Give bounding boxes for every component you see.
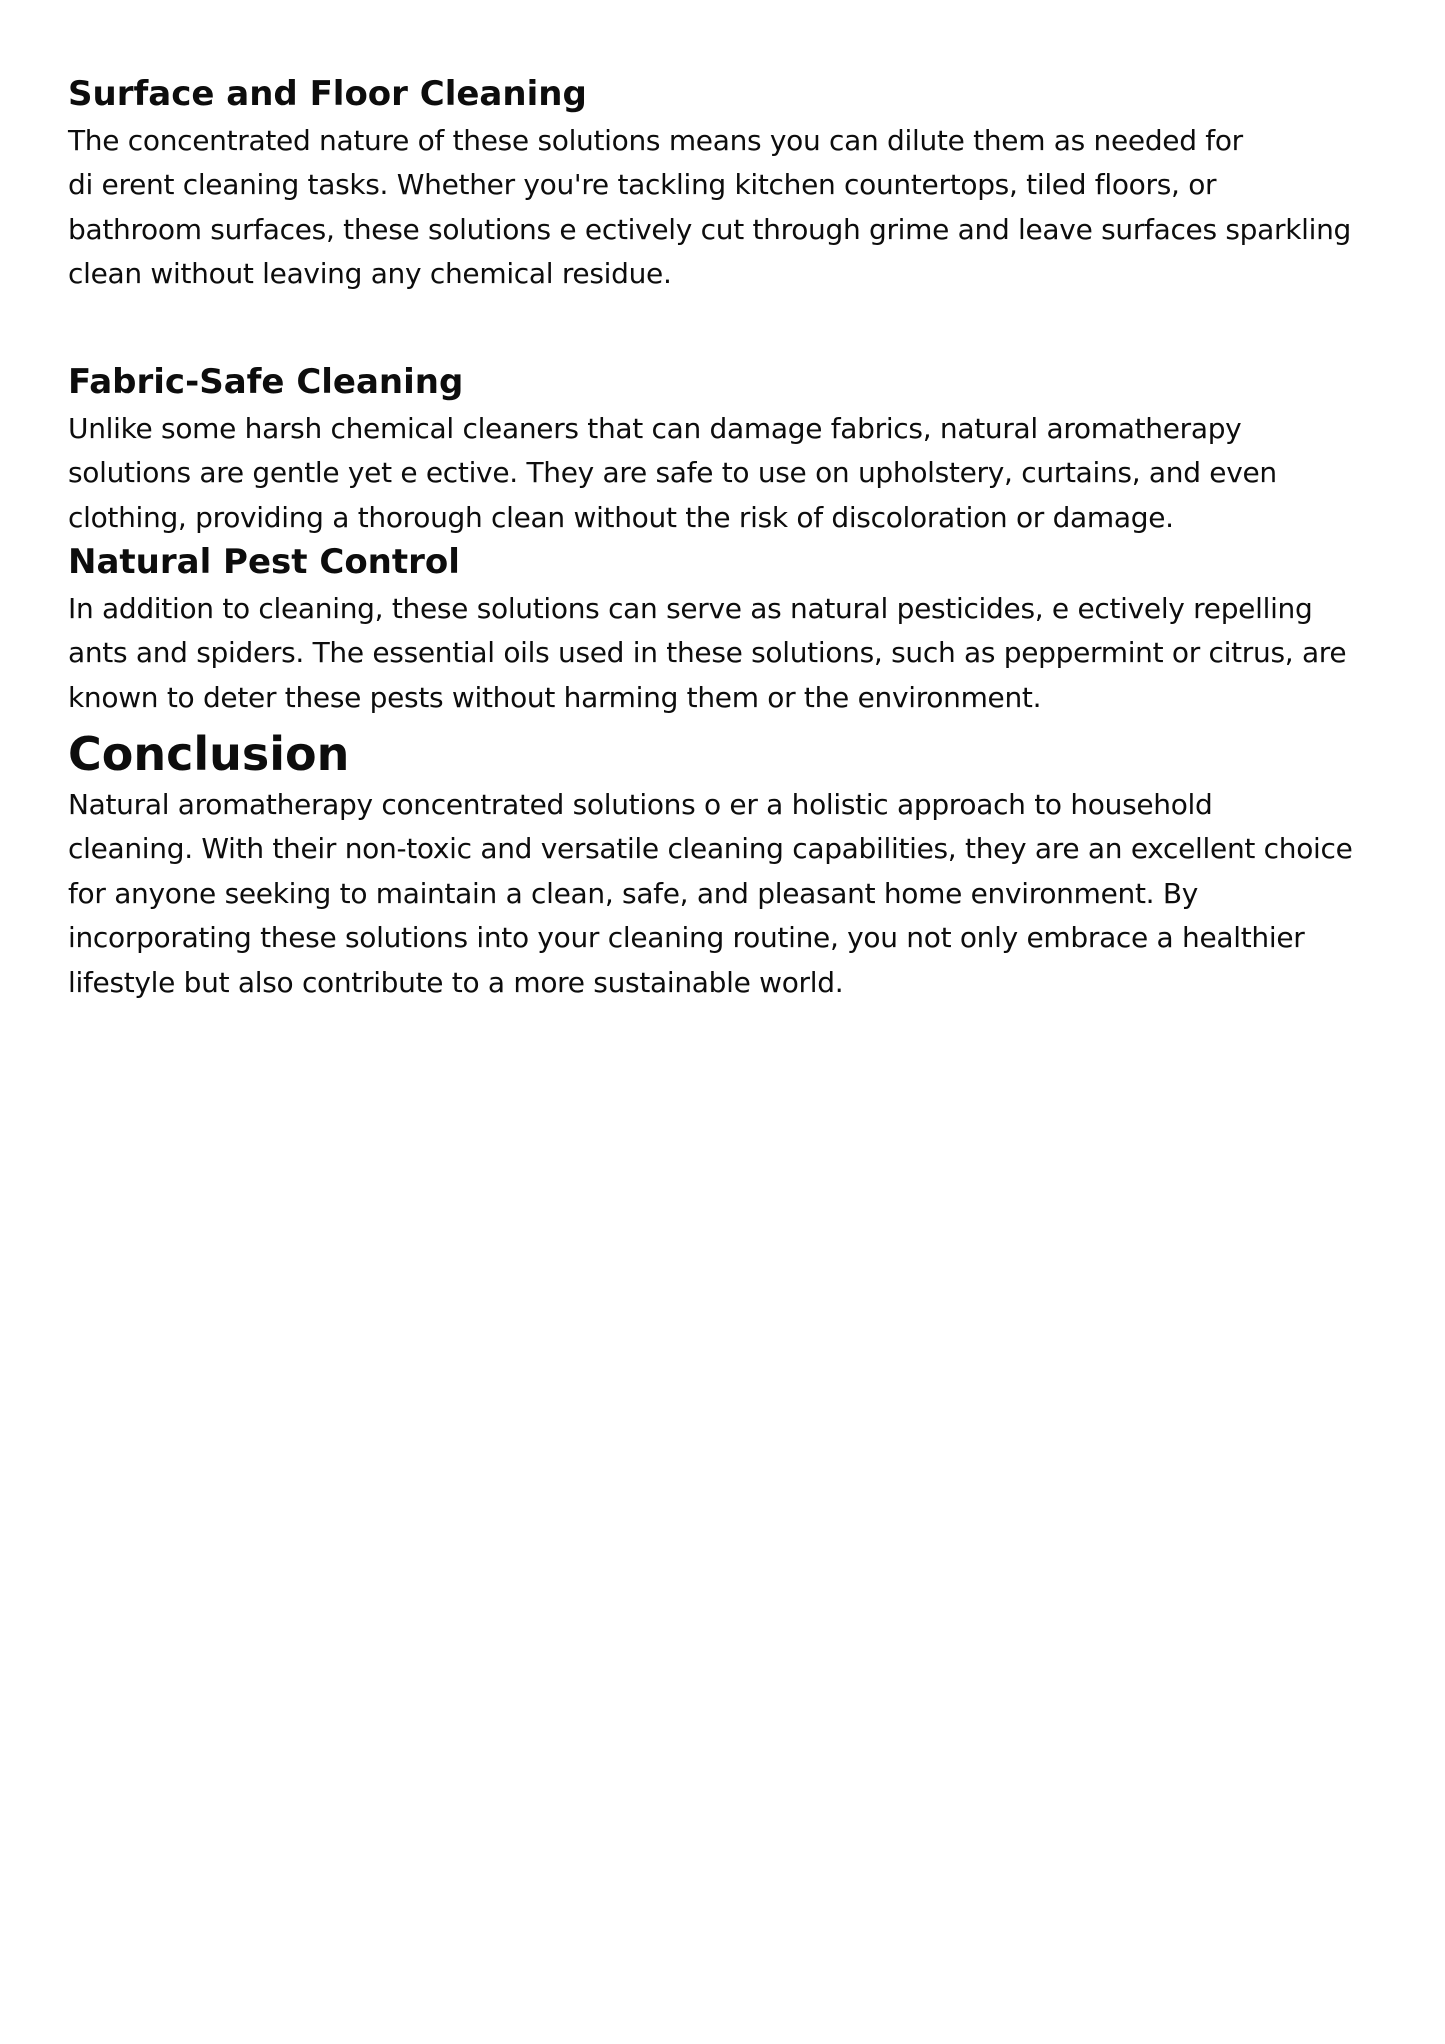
section-conclusion [68,728,1353,1005]
paragraph-line: di erent cleaning tasks. Whether you're tackling kitchen countertops, tiled floors, or [68,168,1217,202]
section-natural-pest-control [68,542,1346,720]
paragraph-line: incorporating these solutions into your cleaning routine, you not only embrace a healthier [68,921,1305,955]
paragraph-line: In addition to cleaning, these solutions can serve as natural pesticides, e ectively repelling [68,591,1313,625]
section-heading: Surface and Floor Cleaning [68,74,587,114]
section-heading: Natural Pest Control [68,542,460,582]
paragraph-line: clean without leaving any chemical residue. [68,257,672,291]
section-paragraph [68,119,1351,297]
paragraph-line: for anyone seeking to maintain a clean, safe, and pleasant home environment. By [68,876,1199,910]
paragraph-line: cleaning. With their non-toxic and versatile cleaning capabilities, they are an excellent choice [68,832,1353,866]
section-heading: Fabric-Safe Cleaning [68,362,464,402]
section-paragraph [68,783,1353,1006]
section-surface-floor-cleaning [68,74,1351,297]
section-paragraph [68,407,1277,541]
paragraph-line: bathroom surfaces, these solutions e ectively cut through grime and leave surfaces sparkling [68,212,1351,246]
conclusion-heading: Conclusion [68,727,350,781]
paragraph-line: ants and spiders. The essential oils used in these solutions, such as peppermint or citrus, are [68,636,1347,670]
paragraph-line: known to deter these pests without harming them or the environment. [68,680,1042,714]
paragraph-line: solutions are gentle yet e ective. They are safe to use on upholstery, curtains, and even [68,456,1277,490]
paragraph-line: Unlike some harsh chemical cleaners that can damage fabrics, natural aromatherapy [68,411,1242,445]
section-fabric-safe-cleaning [68,362,1277,540]
section-paragraph [68,587,1346,721]
paragraph-line: Natural aromatherapy concentrated solutions o er a holistic approach to household [68,787,1213,821]
paragraph-line: lifestyle but also contribute to a more sustainable world. [68,965,844,999]
paragraph-line: clothing, providing a thorough clean without the risk of discoloration or damage. [68,500,1174,534]
paragraph-line: The concentrated nature of these solutions means you can dilute them as needed for [68,123,1243,157]
